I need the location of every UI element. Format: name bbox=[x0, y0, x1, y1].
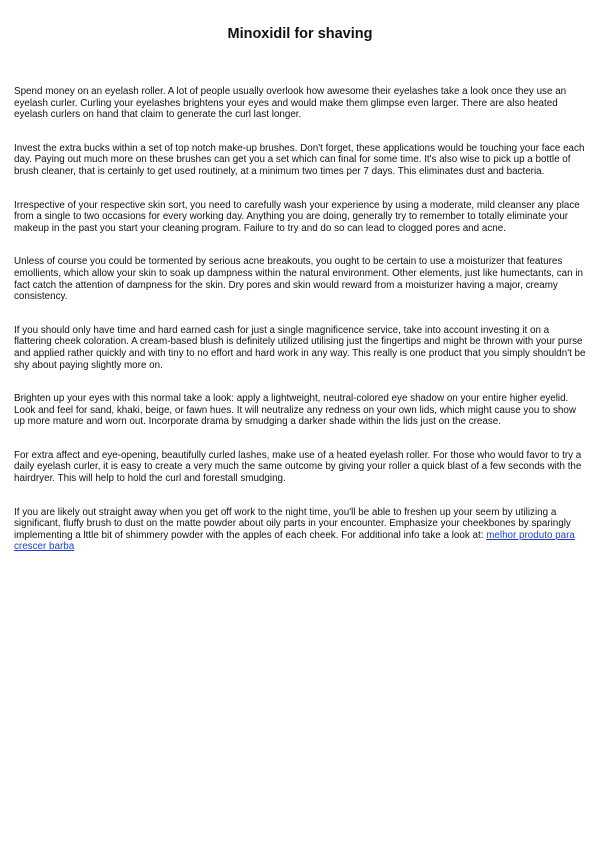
paragraph-7: For extra affect and eye-opening, beautifully curled lashes, make use of a heated eyelash roller. For those who would favor to try a daily eyelash curler, it is easy to create a very much the same outcome by giving your roller a quick blast of a few seconds with the hairdryer. This will help to hold the curl and forestall smudging. bbox=[14, 449, 582, 485]
paragraph-4: Unless of course you could be tormented by serious acne breakouts, you ought to be certain to use a moisturizer that features emollients, which allow your skin to soak up dampness within the natural environment. Other elements, just like humectants, can in fact catch the attention of dampness for the skin. Dry pores and skin would reward from a moisturizer having a major, creamy consistency. bbox=[14, 256, 584, 303]
page-title: Minoxidil for shaving bbox=[227, 26, 373, 42]
paragraph-3: Irrespective of your respective skin sort, you need to carefully wash your experience by using a moderate, mild cleanser any place from a single to two occasions for every working day. Anything you are doing, generally try to remember to totally eliminate your makeup in the past you start your cleaning program. Failure to try and do so can lead to clogged pores and acne. bbox=[14, 199, 580, 234]
paragraph-2: Invest the extra bucks within a set of top notch make-up brushes. Don't forget, these applications would be touching your face each day. Paying out much more on these brushes can get you a set which can final for some time. It's also wise to pick up a bottle of brush cleaner, that is certainly to get used routinely, at a minimum two times per 7 days. This eliminates dust and bacteria. bbox=[14, 142, 585, 177]
paragraph-1: Spend money on an eyelash roller. A lot of people usually overlook how awesome their eyelashes take a look once they use an eyelash curler. Curling your eyelashes brightens your eyes and would make them glimpse even larger. There are also heated eyelash curlers on hand that claim to generate the curl last longer. bbox=[14, 86, 567, 121]
paragraph-8 bbox=[14, 507, 586, 553]
paragraph-6: Brighten up your eyes with this normal take a look: apply a lightweight, neutral-colored eye shadow on your entire higher eyelid. Look and feel for sand, khaki, beige, or fawn hues. It will neutralize any redness on your own lids, which might cause you to show up more mature and worn out. Incorporate drama by smudging a darker shade within the lids just on the crease. bbox=[14, 393, 576, 428]
paragraph-5: If you should only have time and hard earned cash for just a single magnificence service, take into account investing it on a flattering cheek coloration. A cream-based blush is definitely utilized utilising just the fingertips and might be thrown with your purse and applied rather quickly and with tiny to no effort and hard work in any way. This really is one product that you simply shouldn't be shy about paying slightly more on. bbox=[14, 324, 586, 371]
article-body bbox=[14, 86, 586, 575]
paragraph-8-text: If you are likely out straight away when you get off work to the night time, you'll be able to freshen up your seem by utilizing a significant, fluffy brush to dust on the matte powder about oily parts in your encounter. Emphasize your cheekbones by sparingly implementing a lttle bit of shimmery powder with the apples of each cheek. For additional info take a look at: bbox=[14, 506, 571, 541]
info-link[interactable]: melhor produto para crescer barba bbox=[14, 529, 575, 553]
